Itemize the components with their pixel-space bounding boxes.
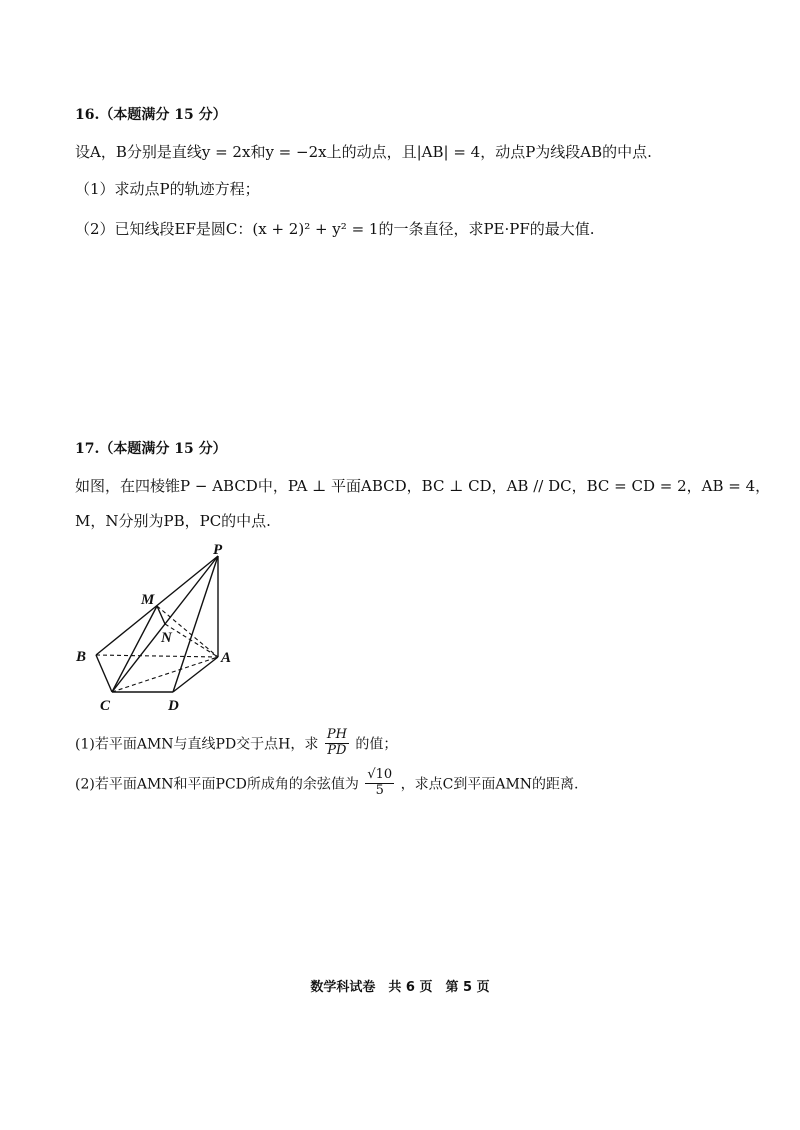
q17-header: 17.（本题满分 15 分） [75,441,227,457]
page-footer: 数学科试卷 共 6 页 第 5 页 [310,980,490,995]
q17-part2-fraction [365,768,394,799]
label-B: B [76,649,87,665]
q17-part1-tail: 的值； [355,736,398,753]
q16-part2: （2）已知线段EF是圆C：(x + 2)² + y² = 1的一条直径，求PE·PF的最大值. [75,220,595,238]
label-N: N [161,630,172,646]
q16-header: 16.（本题满分 15 分） [75,107,227,123]
q17-stem-line1: 如图，在四棱锥P − ABCD中，PA ⊥ 平面ABCD，BC ⊥ CD，AB // DC，BC = CD = 2，AB = 4， [75,477,771,495]
q17-part1-text: (1)若平面AMN与直线PD交于点H，求 [75,736,319,753]
q17-part2-tail: ，求点C到平面AMN的距离. [400,776,579,793]
q17-part1 [75,728,397,759]
edge-PD [173,556,218,692]
q16-part1: （1）求动点P的轨迹方程； [75,180,260,198]
q17-part1-numerator: PH [326,727,347,742]
q17-part2-numerator: √10 [367,767,393,782]
label-A: A [221,650,232,666]
q17-stem-line2: M，N分别为PB，PC的中点. [75,512,271,530]
hidden-segment-NA [165,624,218,657]
q17-part1-denominator: PD [327,742,347,758]
q16-stem: 设A，B分别是直线y = 2x和y = −2x上的动点，且|AB| = 4，动点P为线段AB的中点. [75,143,652,161]
hidden-edge-BA [96,655,218,657]
q17-part1-fraction [325,728,349,759]
edge-DA [173,657,218,692]
label-C: C [100,698,111,714]
q17-part2-text: (2)若平面AMN和平面PCD所成角的余弦值为 [75,776,359,793]
q17-part2 [75,768,578,799]
label-D: D [168,698,179,714]
edge-BC [96,655,112,692]
segment-MC [112,606,157,692]
label-P: P [213,542,223,558]
segment-MN [157,606,165,624]
pyramid-figure [60,540,260,715]
label-M: M [141,592,155,608]
edge-PB [96,556,218,655]
q17-part2-denominator: 5 [375,782,384,798]
